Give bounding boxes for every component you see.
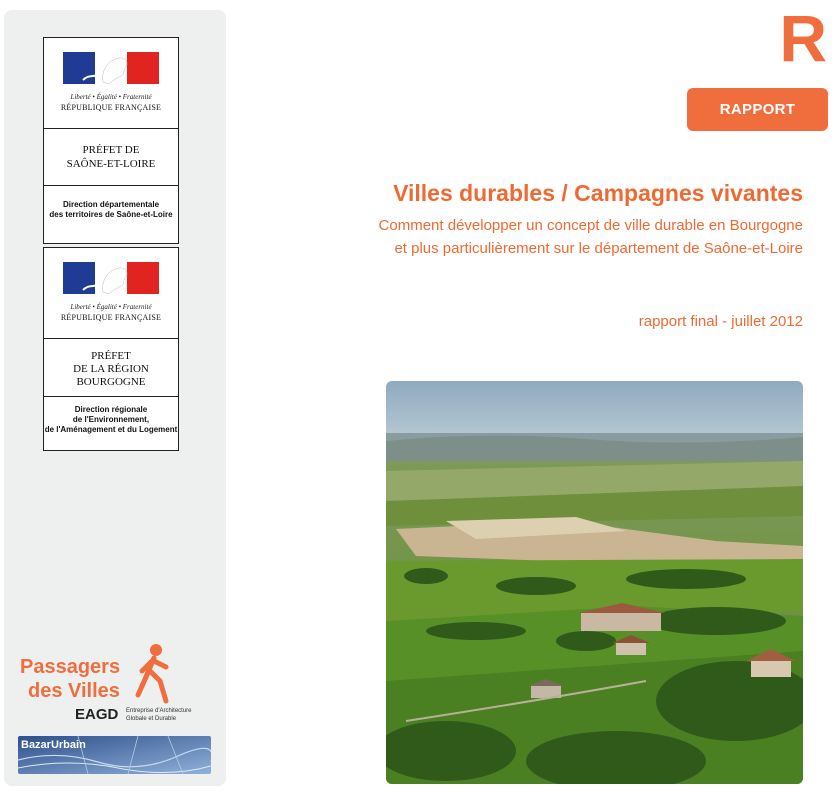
report-subtitle (379, 214, 803, 260)
subtitle-line: Comment développer un concept de ville durable en Bourgogne (378, 217, 803, 234)
direction-line: des territoires de Saône-et-Loire (49, 210, 173, 219)
prefet-line: PRÉFET DE (82, 144, 140, 156)
prefet-line: DE LA RÉGION (73, 363, 149, 375)
prefet-line: BOURGOGNE (76, 376, 146, 388)
eagd-sub-line: Globale et Durable (126, 716, 177, 722)
marianne-block (44, 248, 178, 339)
motto: Liberté • Égalité • Fraternité (70, 93, 152, 101)
subtitle-line: et plus particulièrement sur le département de Saône-et-Loire (394, 240, 803, 257)
eagd-subtitle (126, 707, 216, 723)
passagers-des-villes-logo (20, 655, 220, 730)
direction-line: de l'Environnement, (72, 415, 150, 424)
direction-line: Direction départementale (62, 200, 160, 209)
direction-block (44, 397, 178, 450)
bazarurbain-logo (18, 736, 211, 774)
prefecture-logo-saone-et-loire (43, 37, 179, 244)
marianne-flag-icon (63, 52, 159, 84)
direction-line: Direction régionale (74, 405, 148, 414)
republic-label: RÉPUBLIQUE FRANÇAISE (60, 313, 162, 322)
rapport-badge: RAPPORT (687, 88, 828, 131)
marianne-block (44, 38, 178, 129)
prefet-block (44, 129, 178, 186)
landscape-photo (386, 381, 803, 784)
republic-label: RÉPUBLIQUE FRANÇAISE (60, 103, 162, 112)
prefet-block (44, 339, 178, 397)
direction-line: de l'Aménagement et du Logement (44, 425, 178, 434)
prefet-line: PRÉFET (91, 350, 131, 362)
logo-line: Passagers (20, 656, 121, 678)
countryside-landscape-image (386, 381, 803, 784)
prefet-line: SAÔNE-ET-LOIRE (66, 158, 156, 170)
prefecture-logo-bourgogne (43, 247, 179, 451)
report-date: rapport final - juillet 2012 (638, 313, 803, 330)
marianne-flag-icon (63, 262, 159, 294)
walking-person-icon (132, 643, 174, 705)
motto: Liberté • Égalité • Fraternité (70, 303, 152, 311)
logo-line: des Villes (28, 680, 120, 702)
eagd-label: EAGD (75, 706, 119, 723)
bazarurbain-label: BazarUrbain (21, 739, 86, 751)
report-letter: R (779, 1, 827, 75)
direction-block (44, 186, 178, 243)
eagd-sub-line: Entreprise d'Architecture (126, 708, 192, 714)
report-title: Villes durables / Campagnes vivantes (393, 180, 803, 206)
